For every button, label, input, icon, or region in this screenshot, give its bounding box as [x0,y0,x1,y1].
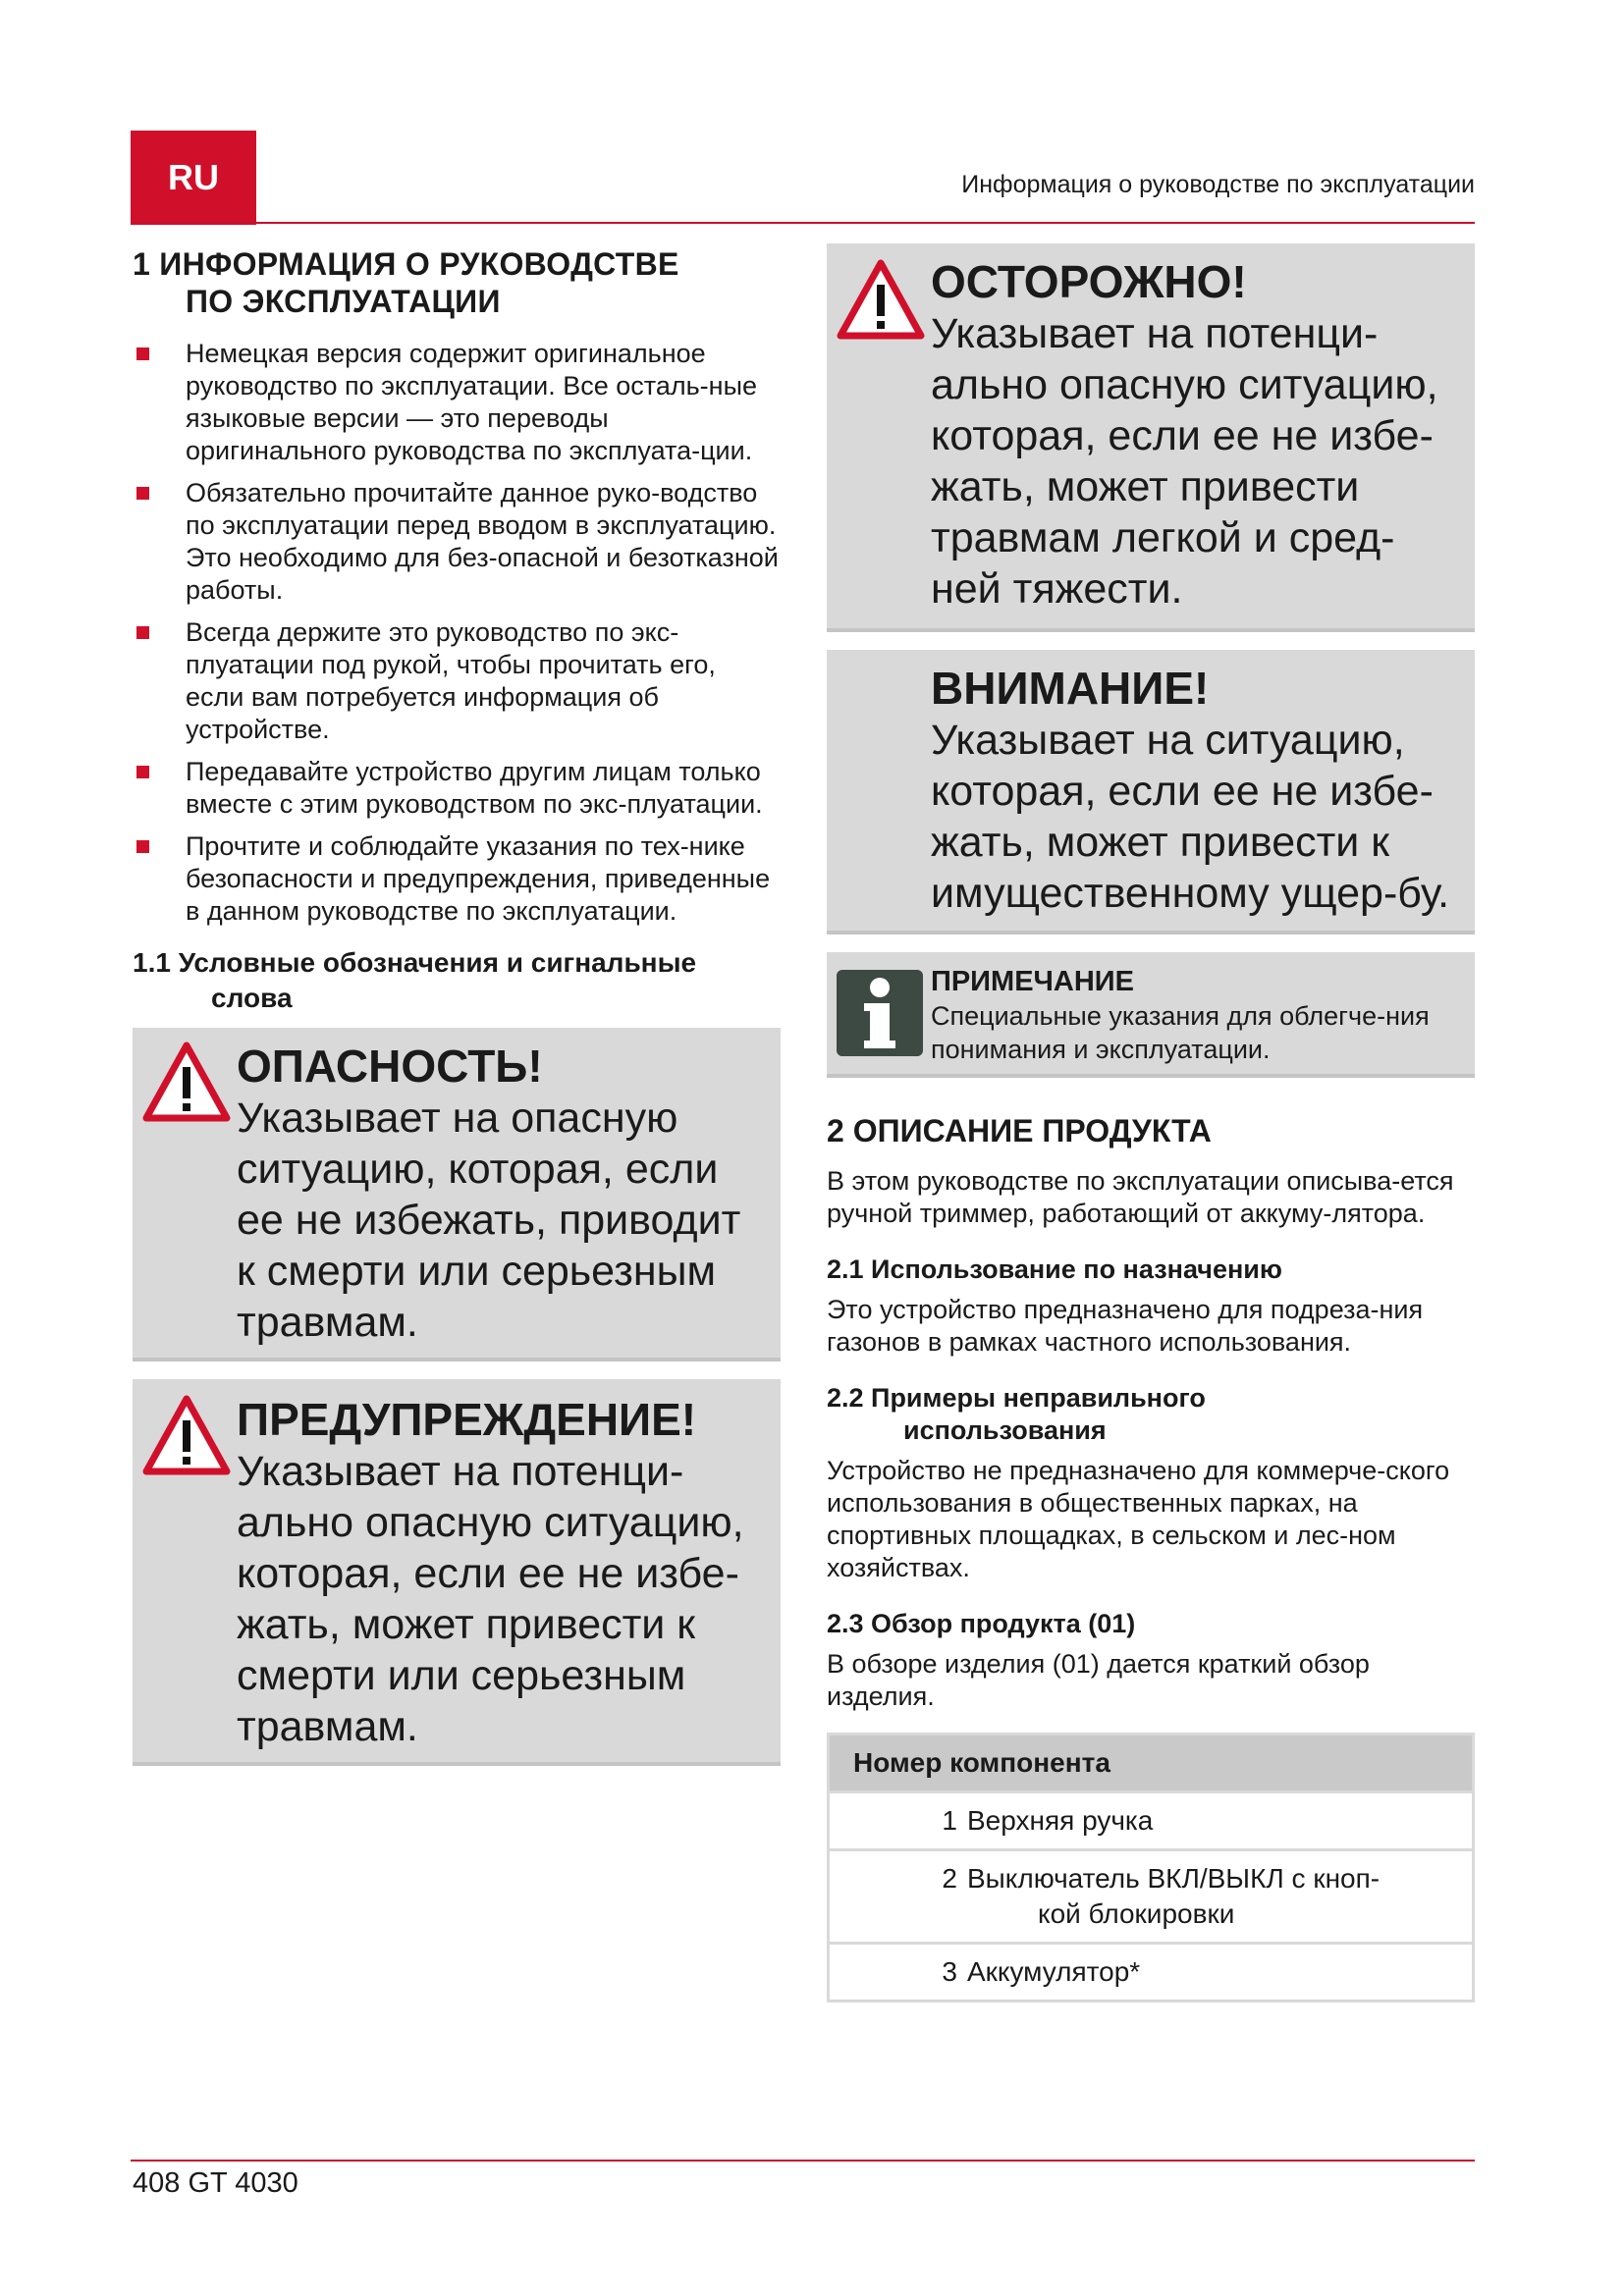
running-header-title: Информация о руководстве по эксплуатации [961,171,1475,198]
component-number: 2 [829,1850,962,1944]
warning-triangle-icon [142,1041,231,1122]
attention-title: ВНИМАНИЕ! [931,663,1210,714]
table-row [829,1850,1474,1944]
danger-signal-box [133,1028,781,1362]
attention-signal-box [827,650,1475,934]
component-number: 1 [829,1792,962,1850]
note-title: ПРИМЕЧАНИЕ [931,966,1134,997]
section-2-1-title: 2.1 Использование по назначению [827,1255,1282,1284]
caution-title: ОСТОРОЖНО! [931,256,1247,307]
list-item: Передавайте устройство другим лицам только вместе с этим руководством по экс-плуатации. [133,756,781,821]
footer-divider [131,2160,1475,2162]
instruction-list [133,338,781,928]
left-column [133,245,781,1766]
warning-triangle-icon [837,259,925,340]
bullet-square-icon [136,487,149,500]
bullet-square-icon [136,347,149,360]
list-item: Немецкая версия содержит оригинальное руководство по эксплуатации. Все осталь-ные языковые версии — это переводы оригинального руководства по эксплуата-ции. [133,338,781,467]
section-2-2-title: 2.2 Примеры неправильного использования [827,1383,1206,1445]
list-item: Прочтите и соблюдайте указания по тех-нике безопасности и предупреждения, приведенные в данном руководстве по эксплуатации. [133,830,781,928]
note-text: Специальные указания для облегче-ния понимания и эксплуатации. [931,1001,1430,1064]
component-label: Выключатель ВКЛ/ВЫКЛ с кноп- кой блокировки [961,1850,1474,1944]
component-label: Верхняя ручка [961,1792,1474,1850]
section-2-title: 2 ОПИСАНИЕ ПРОДУКТА [827,1113,1212,1148]
warning-triangle-icon [142,1395,231,1475]
section-1-1-title: 1.1 Условные обозначения и сигнальные слова [133,947,697,1013]
page-footer: 408 GT 4030 [133,2167,298,2199]
caution-signal-box [827,243,1475,632]
danger-title: ОПАСНОСТЬ! [237,1041,543,1092]
section-2-3-text: В обзоре изделия (01) дается краткий обзор изделия. [827,1649,1370,1711]
table-header: Номер компонента [829,1735,1474,1792]
section-2-intro: В этом руководстве по эксплуатации описыва-ется ручной триммер, работающий от аккуму-лятора. [827,1166,1454,1228]
component-label: Аккумулятор* [961,1944,1474,2002]
section-2-2-text: Устройство не предназначено для коммерче-ского использования в общественных парках, на спортивных площадках, в сельском и лес-ном хозяйствах. [827,1456,1450,1582]
components-table [827,1733,1475,2002]
bullet-square-icon [136,766,149,778]
caution-text: Указывает на потенци-ально опасную ситуацию, которая, если ее не избе-жать, может привести травмам легкой и сред-ней тяжести. [931,310,1438,613]
note-box [827,952,1475,1078]
warning-text: Указывает на потенци-ально опасную ситуацию, которая, если ее не избе-жать, может привести к смерти или серьезным травмам. [237,1448,744,1750]
info-icon [837,970,923,1056]
header-divider [131,222,1475,224]
bullet-square-icon [136,840,149,853]
bullet-square-icon [136,626,149,639]
danger-text: Указывает на опасную ситуацию, которая, если ее не избежать, приводит к смерти или серьезным травмам. [237,1095,741,1346]
table-row [829,1944,1474,2002]
attention-text: Указывает на ситуацию, которая, если ее не избе-жать, может привести к имущественному ущер-бу. [931,717,1450,917]
warning-title: ПРЕДУПРЕЖДЕНИЕ! [237,1394,697,1445]
right-column [827,243,1475,2002]
warning-signal-box [133,1379,781,1766]
list-item: Всегда держите это руководство по экс-плуатации под рукой, чтобы прочитать его, если вам потребуется информация об устройстве. [133,616,781,746]
section-1-title: 1 ИНФОРМАЦИЯ О РУКОВОДСТВЕ ПО ЭКСПЛУАТАЦИИ [133,246,679,319]
section-2-3-title: 2.3 Обзор продукта (01) [827,1609,1136,1638]
table-row [829,1792,1474,1850]
component-number: 3 [829,1944,962,2002]
language-badge: RU [131,131,256,225]
list-item: Обязательно прочитайте данное руко-водство по эксплуатации перед вводом в эксплуатацию. Это необходимо для без-опасной и безотказной работы. [133,477,781,607]
section-2-1-text: Это устройство предназначено для подреза-ния газонов в рамках частного использования. [827,1295,1424,1357]
